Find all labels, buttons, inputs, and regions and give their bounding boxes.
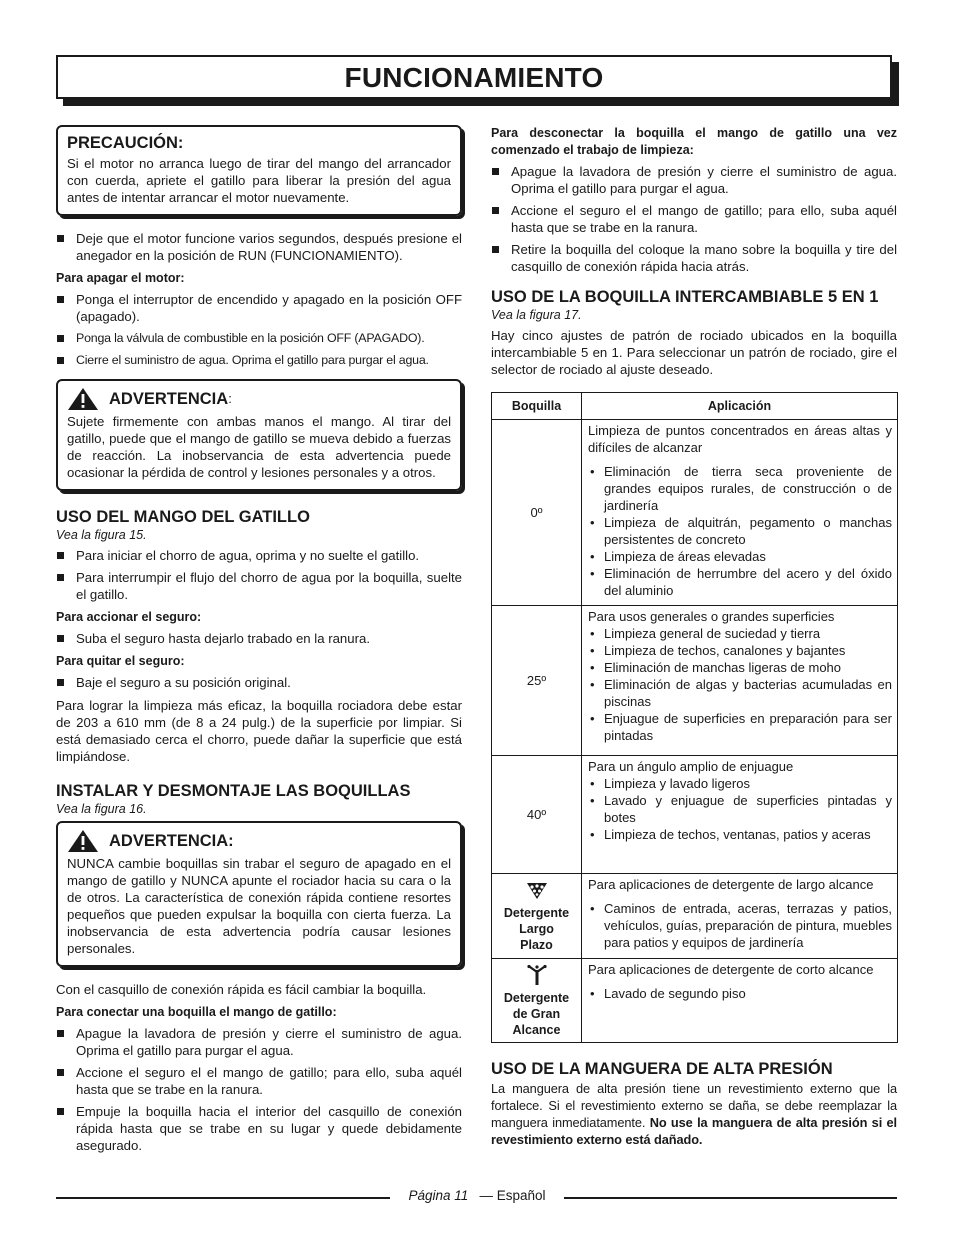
quick-connect-paragraph: Con el casquillo de conexión rápida es fácil cambiar la boquilla. xyxy=(56,982,427,997)
nozzle-cell xyxy=(492,959,582,1043)
square-bullet-icon xyxy=(57,296,64,303)
square-bullet-icon xyxy=(57,635,64,642)
footer-rule xyxy=(564,1197,897,1199)
nozzle-label-line: Detergente xyxy=(503,990,570,1005)
square-bullet-icon xyxy=(57,1069,64,1076)
right-column xyxy=(491,125,897,1153)
square-bullet-icon xyxy=(57,1030,64,1037)
page-number: Página 11 xyxy=(408,1188,469,1203)
language-label: — Español xyxy=(479,1188,546,1203)
square-bullet-icon xyxy=(57,357,64,364)
warning-triangle-icon xyxy=(67,829,99,853)
list-item: Para interrumpir el flujo del chorro de agua por la boquilla, suelte el gatillo. xyxy=(56,569,462,603)
square-bullet-icon xyxy=(57,1108,64,1115)
square-bullet-icon xyxy=(57,235,64,242)
table-row xyxy=(492,606,898,756)
square-bullet-icon xyxy=(57,552,64,559)
list-item: • Limpieza de alquitrán, pegamento o manchas persistentes de concreto xyxy=(588,514,892,548)
list-item: • Eliminación de herrumbre del acero y del óxido del aluminio xyxy=(588,565,892,599)
connect-heading: Para conectar una boquilla el mango de gatillo: xyxy=(56,1005,337,1019)
install-heading: INSTALAR Y DESMONTAJE LAS BOQUILLAS xyxy=(56,782,411,800)
list-item: • Limpieza de áreas elevadas xyxy=(588,548,892,565)
nozzle-cell: 0º xyxy=(492,420,582,606)
list-item: Apague la lavadora de presión y cierre el suministro de agua. Oprima el gatillo para purgar el agua. xyxy=(491,163,897,197)
list-item: • Eliminación de tierra seca proveniente de grandes equipos rurales, de construcción o de jardinería xyxy=(588,463,892,514)
page-footer xyxy=(56,1188,897,1208)
nozzle-label-line: Alcance xyxy=(512,1022,561,1037)
short-range-detergent-icon xyxy=(525,964,549,986)
application-cell: Para usos generales o grandes superficies • Limpieza general de suciedad y tierra • Limpieza de techos, canalones y bajantes • Eliminación de manchas ligeras de moho • Eliminación de algas y bacterias acumuladas en piscinas • Enjuague de superficies en preparación para ser pintadas xyxy=(582,606,898,756)
figure-ref: Vea la figura 15. xyxy=(56,528,147,542)
application-cell: Para un ángulo amplio de enjuague • Limpieza y lavado ligeros • Lavado y enjuague de superficies pintadas y botes • Limpieza de techos, ventanas, patios y aceras xyxy=(582,756,898,874)
page-title: FUNCIONAMIENTO xyxy=(344,62,604,93)
hose-paragraph: La manguera de alta presión tiene un revestimiento externo que la fortalece. Si el revestimiento externo se daña, se debe reemplazar la manguera inmediatamente. No use la manguera de alta presión si el revestimiento externo está dañado. xyxy=(491,1081,898,1147)
footer-rule xyxy=(56,1197,390,1199)
application-cell: Para aplicaciones de detergente de corto alcance • Lavado de segundo piso xyxy=(582,959,898,1043)
list-item: Accione el seguro el el mango de gatillo; para ello, suba aquél hasta que se trabe en la ranura. xyxy=(56,1064,462,1098)
disconnect-heading: Para desconectar la boquilla el mango de gatillo una vez comenzado el trabajo de limpieza: xyxy=(491,126,897,157)
trigger-list xyxy=(56,547,462,603)
list-item: Accione el seguro el el mango de gatillo; para ello, suba aquél hasta que se trabe en la ranura. xyxy=(491,202,897,236)
unlock-heading: Para quitar el seguro: xyxy=(56,654,185,668)
list-item: Ponga el interruptor de encendido y apagado en la posición OFF (apagado). xyxy=(56,291,462,325)
list-item: • Lavado de segundo piso xyxy=(588,985,892,1002)
list-item: Apague la lavadora de presión y cierre el suministro de agua. Oprima el gatillo para purgar el agua. xyxy=(56,1025,462,1059)
list-item: Ponga la válvula de combustible en la posición OFF (APAGADO). xyxy=(56,330,462,347)
list-item: • Limpieza y lavado ligeros xyxy=(588,775,892,792)
table-row xyxy=(492,420,898,606)
warning-title: ADVERTENCIA: xyxy=(109,832,234,850)
warning-title: ADVERTENCIA xyxy=(109,390,229,408)
square-bullet-icon xyxy=(57,335,64,342)
disconnect-list xyxy=(491,163,897,275)
trigger-heading: USO DEL MANGO DEL GATILLO xyxy=(56,508,310,526)
square-bullet-icon xyxy=(57,679,64,686)
nozzle-label-line: Largo xyxy=(519,922,554,936)
square-bullet-icon xyxy=(492,246,499,253)
application-cell: Limpieza de puntos concentrados en áreas altas y difíciles de alcanzar • Eliminación de tierra seca proveniente de grandes equipos rurales, de construcción o de jardinería • Limpieza de alquitrán, pegamento o manchas persistentes de concreto • Limpieza de áreas elevadas • Eliminación de herrumbre del acero y del óxido del aluminio xyxy=(582,420,898,606)
square-bullet-icon xyxy=(492,207,499,214)
warning-text: NUNCA cambie boquillas sin trabar el seguro de apagado en el mango de gatillo y NUNCA apunte el rociador hacia su cara o la de otros. La característica de conexión rápida contiene resortes pequeños que pueden expulsar la boquilla con cierta fuerza. La inobservancia de esta advertencia podría causar lesiones personales. xyxy=(67,856,451,956)
list-item: Suba el seguro hasta dejarlo trabado en la ranura. xyxy=(56,630,462,647)
list-item: • Limpieza general de suciedad y tierra xyxy=(588,625,892,642)
warning-text: Sujete firmemente con ambas manos el mango. Al tirar del gatillo, puede que el mango de gatillo se mueva debido a fuerzas de reacción. La inobservancia de esta advertencia puede ocasionar la pérdida de control y lesiones personales y a otros. xyxy=(67,414,451,480)
left-column xyxy=(56,125,462,1160)
long-range-detergent-icon xyxy=(524,879,550,901)
unlock-list xyxy=(56,674,462,691)
nozzle-label-line: Detergente xyxy=(503,906,570,920)
nozzle-label-line: Plazo xyxy=(520,938,553,952)
list-item: • Limpieza de techos, ventanas, patios y aceras xyxy=(588,826,892,843)
list-item: Para iniciar el chorro de agua, oprima y no suelte el gatillo. xyxy=(56,547,462,564)
list-item: • Limpieza de techos, canalones y bajantes xyxy=(588,642,892,659)
nozzle5-paragraph: Hay cinco ajustes de patrón de rociado ubicados en la boquilla intercambiable 5 en 1. Para seleccionar un patrón de rociado, gire el selector de rociado al ajuste deseado. xyxy=(491,328,897,377)
list-item: • Enjuague de superficies en preparación para ser pintadas xyxy=(588,710,892,744)
nozzle-cell xyxy=(492,874,582,959)
list-item: Deje que el motor funcione varios segundos, después presione el anegador en la posición de RUN (FUNCIONAMIENTO). xyxy=(56,230,462,264)
caution-text: Si el motor no arranca luego de tirar del mango del arrancador con cuerda, apriete el gatillo para liberar la presión del agua antes de intentar arrancar el motor nuevamente. xyxy=(67,156,451,205)
table-row xyxy=(492,874,898,959)
list-item: • Eliminación de manchas ligeras de moho xyxy=(588,659,892,676)
lock-heading: Para accionar el seguro: xyxy=(56,610,202,624)
distance-paragraph: Para lograr la limpieza más eficaz, la boquilla rociadora debe estar de 203 a 610 mm (de 8 a 24 pulg.) de la superficie por limpiar. Si está demasiado cerca el chorro, puede dañar la superficie que está limpiándose. xyxy=(56,698,462,764)
connect-list xyxy=(56,1025,462,1154)
nozzle-cell: 40º xyxy=(492,756,582,874)
figure-ref: Vea la figura 17. xyxy=(491,308,582,322)
lock-list xyxy=(56,630,462,647)
caution-box xyxy=(56,125,462,216)
square-bullet-icon xyxy=(492,168,499,175)
warning-box-grip: ADVERTENCIA : Sujete firmemente con ambas manos el mango. Al tirar del gatillo, puede que el mango de gatillo se mueva debido a fuerzas de reacción. La inobservancia de esta advertencia puede ocasionar la pérdida de control y lesiones personales y a otros. xyxy=(56,379,462,491)
nozzle5-heading: USO DE LA BOQUILLA INTERCAMBIABLE 5 EN 1 xyxy=(491,288,879,306)
page-title-box xyxy=(56,55,892,99)
table-row xyxy=(492,756,898,874)
stop-engine-heading: Para apagar el motor: xyxy=(56,271,185,285)
list-item: • Eliminación de algas y bacterias acumuladas en piscinas xyxy=(588,676,892,710)
figure-ref: Vea la figura 16. xyxy=(56,802,147,816)
list-item: Retire la boquilla del coloque la mano sobre la boquilla y tire del casquillo de conexión rápida hacia atrás. xyxy=(491,241,897,275)
nozzle-label-line: de Gran xyxy=(512,1006,561,1021)
list-item: Empuje la boquilla hacia el interior del casquillo de conexión rápida hasta que se trabe en su lugar y quede debidamente asegurado. xyxy=(56,1103,462,1154)
hose-heading: USO DE LA MANGUERA DE ALTA PRESIÓN xyxy=(491,1060,833,1078)
warning-box-nozzles xyxy=(56,821,462,967)
list-item: Cierre el suministro de agua. Oprima el gatillo para purgar el agua. xyxy=(56,352,462,369)
square-bullet-icon xyxy=(57,574,64,581)
application-cell: Para aplicaciones de detergente de largo alcance • Caminos de entrada, aceras, terrazas y patios, vehículos, guías, preparación de pintura, muebles para patios y equipos de jardinería xyxy=(582,874,898,959)
table-header-row xyxy=(492,393,898,420)
caution-title: PRECAUCIÓN: xyxy=(67,134,184,152)
column-header: Boquilla xyxy=(492,393,582,420)
warning-triangle-icon xyxy=(67,387,99,411)
table-row xyxy=(492,959,898,1043)
nozzle-table xyxy=(491,392,898,1043)
hose-warning-bold: No use la manguera de alta presión si el revestimiento externo está dañado. xyxy=(491,1115,898,1147)
stop-engine-list xyxy=(56,291,462,369)
column-header: Aplicación xyxy=(582,393,898,420)
list-item: Baje el seguro a su posición original. xyxy=(56,674,462,691)
list-item: • Lavado y enjuague de superficies pintadas y botes xyxy=(588,792,892,826)
list-item: • Caminos de entrada, aceras, terrazas y patios, vehículos, guías, preparación de pintura, muebles para patios y equipos de jardinería xyxy=(588,900,892,951)
intro-list xyxy=(56,230,462,264)
nozzle-cell: 25º xyxy=(492,606,582,756)
